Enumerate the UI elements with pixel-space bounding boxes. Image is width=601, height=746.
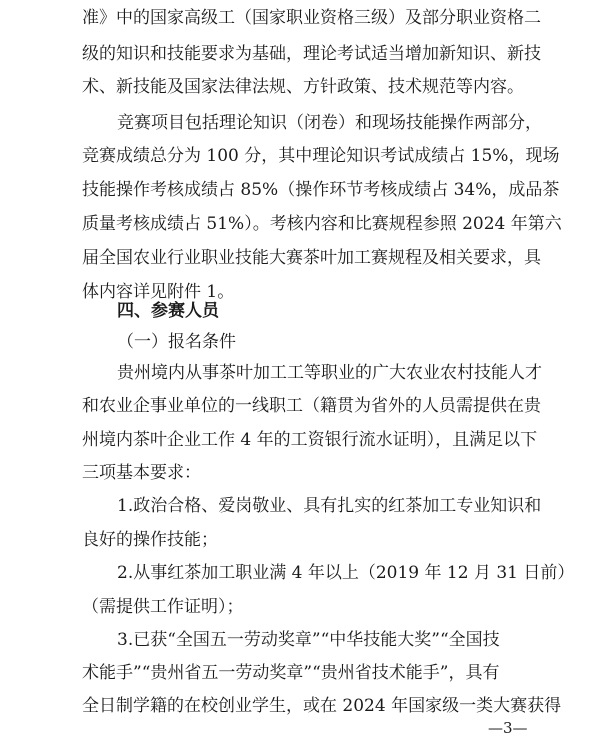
text-line: 术、新技能及国家法律法规、方针政策、技术规范等内容。: [82, 77, 524, 97]
paragraph-first-line: 竞赛项目包括理论知识（闭卷）和现场技能操作两部分，: [117, 113, 542, 133]
section-heading: 四、参赛人员: [117, 301, 219, 321]
text-line: 全日制学籍的在校创业学生，或在 2024 年国家级一类大赛获得: [82, 696, 562, 716]
text-line: 三项基本要求：: [82, 463, 201, 483]
paragraph-first-line: 贵州境内从事茶叶加工工等职业的广大农业农村技能人才: [117, 363, 542, 383]
text-line: 级的知识和技能要求为基础，理论考试适当增加新知识、新技: [82, 44, 541, 64]
page-number: —3—: [488, 719, 528, 737]
text-line: 良好的操作技能；: [82, 530, 218, 550]
text-line: 术能手”“贵州省五一劳动奖章”“贵州省技术能手”，具有: [82, 663, 500, 683]
text-line: 技能操作考核成绩占 85%（操作环节考核成绩占 34%，成品茶: [82, 180, 560, 200]
subsection-heading: （一）报名条件: [117, 332, 236, 352]
list-item-line: 1.政治合格、爱岗敬业、具有扎实的红茶加工专业知识和: [117, 496, 542, 516]
list-item-line: 2.从事红茶加工职业满 4 年以上（2019 年 12 月 31 日前）: [117, 563, 575, 583]
text-line: 届全国农业行业职业技能大赛茶叶加工赛规程及相关要求，具: [82, 248, 541, 268]
text-line: 州境内茶叶企业工作 4 年的工资银行流水证明），且满足以下: [82, 430, 538, 450]
text-line: 体内容详见附件 1。: [82, 282, 235, 302]
text-line: 和农业企事业单位的一线职工（籍贯为省外的人员需提供在贵: [82, 396, 541, 416]
text-line: （需提供工作证明）；: [82, 597, 244, 617]
text-line: 准》中的国家高级工（国家职业资格三级）及部分职业资格二: [82, 8, 541, 28]
text-line: 竞赛成绩总分为 100 分，其中理论知识考试成绩占 15%，现场: [82, 146, 560, 166]
list-item-line: 3.已获“全国五一劳动奖章”“中华技能大奖”“全国技: [117, 630, 500, 650]
text-line: 质量考核成绩占 51%）。考核内容和比赛规程参照 2024 年第六: [82, 214, 562, 234]
